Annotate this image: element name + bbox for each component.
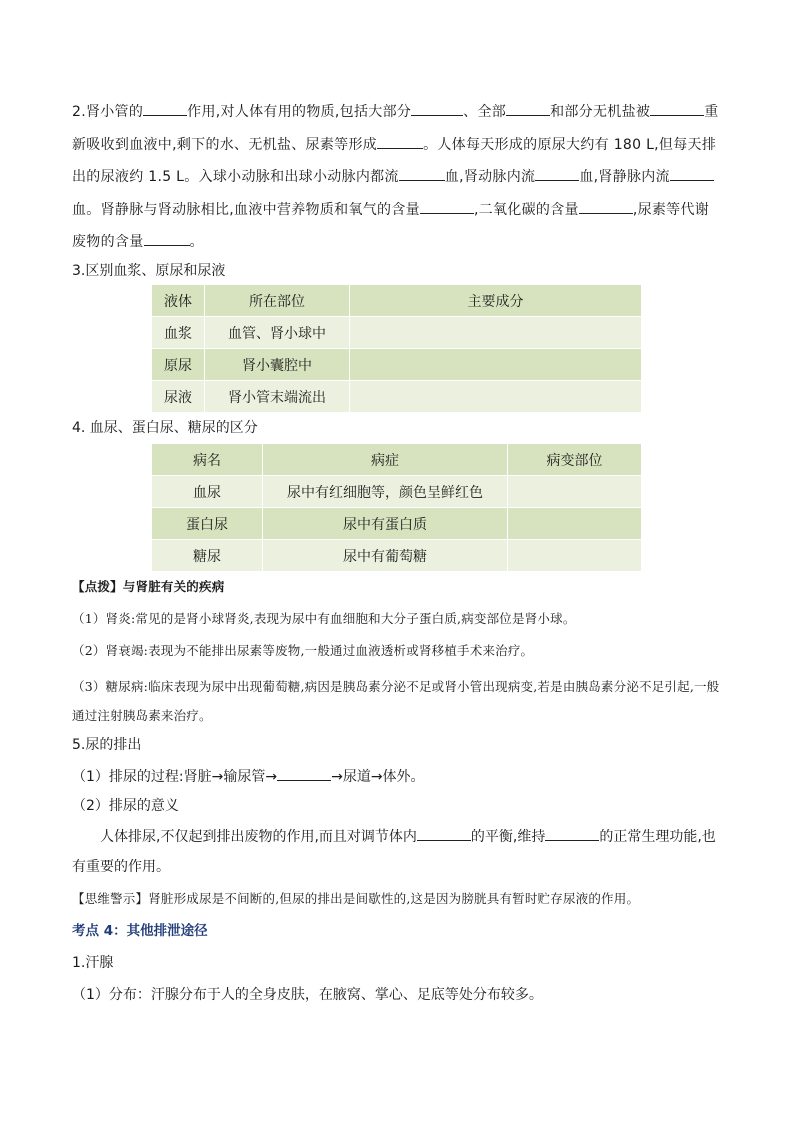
- table-cell: 尿中有葡萄糖: [263, 540, 508, 572]
- table-header-row: [152, 285, 642, 317]
- answer-blank: [411, 101, 463, 116]
- answer-blank: [399, 166, 445, 181]
- table-cell: 肾小囊腔中: [205, 349, 350, 381]
- table-header-cell: 病变部位: [508, 444, 642, 476]
- text-segment: 作用,对人体有用的物质,包括大部分: [187, 104, 412, 120]
- table-cell: [350, 349, 642, 381]
- table-cell: [350, 317, 642, 349]
- table-header-cell: 病症: [263, 444, 508, 476]
- tip-item-3: （3）糖尿病:临床表现为尿中出现葡萄糖,病因是胰岛素分泌不足或肾小管出现病变,若是由胰岛素分泌不足引起,一般通过注射胰岛素来治疗。: [72, 679, 720, 723]
- section-title-3: 3.区别血浆、原尿和尿液: [72, 263, 226, 279]
- table-header-cell: 所在部位: [205, 285, 350, 317]
- text-segment: 的平衡,维持: [470, 829, 546, 845]
- answer-blank: [417, 826, 471, 841]
- text-segment: 人体排尿,不仅起到排出废物的作用,而且对调节体内: [100, 829, 417, 845]
- table-cell: 肾小管末端流出: [205, 381, 350, 413]
- answer-blank: [535, 166, 579, 181]
- text-segment: 血,肾动脉内流: [444, 169, 536, 185]
- urination-significance-title: （2）排尿的意义: [72, 798, 179, 814]
- answer-blank: [143, 101, 187, 116]
- section-title-sweat-gland: 1.汗腺: [72, 955, 114, 971]
- table-cell: [508, 540, 642, 572]
- answer-blank: [545, 826, 599, 841]
- table-header-cell: 液体: [152, 285, 205, 317]
- table-row: [152, 476, 642, 508]
- text-segment: 血。肾静脉与肾动脉相比,血液中营养物质和氧气的含量: [72, 201, 420, 218]
- answer-blank: [420, 199, 474, 214]
- table-plasma-urine: [151, 284, 642, 413]
- table-urine-diseases: [151, 443, 642, 572]
- text-segment: 。: [189, 234, 204, 250]
- table-cell: [508, 508, 642, 540]
- table-row: [152, 540, 642, 572]
- table-cell: 原尿: [152, 349, 205, 381]
- text-segment: 重新吸收到血液中,剩下的水、无机盐、尿素等形成: [72, 104, 719, 153]
- table-row: [152, 508, 642, 540]
- text-segment: →尿道→体外。: [331, 769, 425, 785]
- table-cell: 尿液: [152, 381, 205, 413]
- text-segment: 、全部: [463, 104, 507, 120]
- urination-process: [72, 766, 722, 787]
- paragraph-kidney-tubule: [72, 96, 722, 259]
- tip-title: 【点拨】与肾脏有关的疾病: [72, 579, 225, 594]
- answer-blank: [579, 199, 633, 214]
- urination-significance-text: [72, 822, 722, 882]
- table-cell: 尿中有蛋白质: [263, 508, 508, 540]
- table-cell: 尿中有红细胞等，颜色呈鲜红色: [263, 476, 508, 508]
- answer-blank: [277, 766, 331, 781]
- answer-blank: [506, 101, 550, 116]
- text-segment: 和部分无机盐被: [550, 104, 651, 120]
- text-segment: （1）排尿的过程:肾脏→输尿管→: [72, 769, 278, 785]
- table-cell: 血管、肾小球中: [205, 317, 350, 349]
- thinking-warning: 【思维警示】肾脏形成尿是不间断的,但尿的排出是间歇性的,这是因为膀胱具有暂时贮存尿液的作用。: [72, 891, 640, 906]
- tip-item-1: （1）肾炎:常见的是肾小球肾炎,表现为尿中有血细胞和大分子蛋白质,病变部位是肾小球。: [72, 611, 576, 626]
- table-cell: 血浆: [152, 317, 205, 349]
- table-cell: 糖尿: [152, 540, 263, 572]
- section-title-4: 4. 血尿、蛋白尿、糖尿的区分: [72, 420, 258, 436]
- text-segment: 。人体每天形成的原尿大约有 180 L,但每天排出的尿液约 1.5 L。入球小动脉和出球小动脉内都流: [72, 136, 717, 185]
- table-row: [152, 317, 642, 349]
- text-segment: ,尿素等代谢废物的含量: [72, 201, 710, 250]
- table-cell: 血尿: [152, 476, 263, 508]
- answer-blank: [650, 101, 704, 116]
- table-row: [152, 381, 642, 413]
- sweat-gland-distribution: （1）分布：汗腺分布于人的全身皮肤，在腋窝、掌心、足底等处分布较多。: [72, 987, 543, 1003]
- answer-blank: [144, 231, 190, 246]
- tip-item-2: （2）肾衰竭:表现为不能排出尿素等废物,一般通过血液透析或肾移植手术来治疗。: [72, 643, 534, 658]
- table-cell: 蛋白尿: [152, 508, 263, 540]
- table-cell: [508, 476, 642, 508]
- table-header-row: [152, 444, 642, 476]
- text-segment: ,二氧化碳的含量: [473, 201, 579, 218]
- table-row: [152, 349, 642, 381]
- text-segment: 的正常生理功能,也有重要的作用。: [72, 829, 716, 875]
- text-segment: 2.肾小管的: [72, 104, 144, 120]
- answer-blank: [670, 166, 714, 181]
- section-title-5: 5.尿的排出: [72, 737, 142, 753]
- table-header-cell: 主要成分: [350, 285, 642, 317]
- kaodian-heading: 考点 4：其他排泄途径: [72, 923, 208, 939]
- table-cell: [350, 381, 642, 413]
- table-header-cell: 病名: [152, 444, 263, 476]
- answer-blank: [377, 134, 423, 149]
- text-segment: 血,肾静脉内流: [579, 169, 670, 185]
